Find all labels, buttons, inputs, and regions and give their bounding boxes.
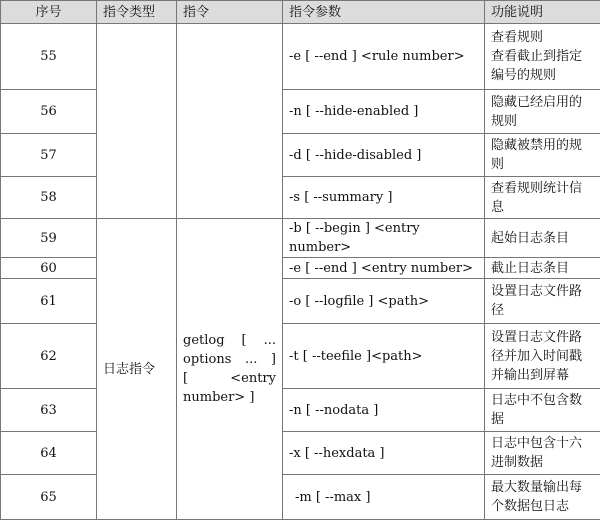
- cmd-line: options ... ]: [183, 350, 276, 369]
- desc-line: 并输出到屏幕: [491, 366, 594, 385]
- row-num: 61: [1, 279, 97, 324]
- desc-line: 日志中不包含数: [491, 391, 594, 410]
- desc-line: 息: [491, 198, 594, 217]
- header-row: [1, 1, 600, 24]
- desc-cell: [485, 177, 600, 219]
- param-cell: -t [ --teefile ]<path>: [283, 324, 485, 389]
- desc-line: 设置日志文件路: [491, 328, 594, 347]
- table-row: [1, 389, 600, 432]
- desc-line: 编号的规则: [491, 66, 594, 85]
- type-cell: 日志指令: [97, 219, 177, 520]
- param-cell: -x [ --hexdata ]: [283, 432, 485, 475]
- table-row: [1, 90, 600, 134]
- header-num: 序号: [1, 1, 97, 24]
- desc-line: 则: [491, 155, 594, 174]
- desc-line: 进制数据: [491, 453, 594, 472]
- desc-cell: [485, 258, 600, 279]
- param-cell: -m [ --max ]: [283, 475, 485, 520]
- row-num: 57: [1, 134, 97, 177]
- type-cell-empty: [97, 24, 177, 219]
- desc-cell: [485, 134, 600, 177]
- desc-cell: [485, 90, 600, 134]
- desc-line: 径: [491, 301, 594, 320]
- param-cell: -n [ --hide-enabled ]: [283, 90, 485, 134]
- desc-line: 径并加入时间戳: [491, 347, 594, 366]
- desc-cell: [485, 389, 600, 432]
- row-num: 64: [1, 432, 97, 475]
- cmd-line: getlog [ ...: [183, 331, 276, 350]
- table-row: [1, 134, 600, 177]
- param-cell: -e [ --end ] <entry number>: [283, 258, 485, 279]
- desc-line: 截止日志条目: [491, 259, 594, 278]
- desc-cell: [485, 432, 600, 475]
- param-cell: -b [ --begin ] <entry number>: [283, 219, 485, 258]
- table-row: [1, 432, 600, 475]
- desc-line: 日志中包含十六: [491, 434, 594, 453]
- param-cell: -e [ --end ] <rule number>: [283, 24, 485, 90]
- header-type: 指令类型: [97, 1, 177, 24]
- table-row: [1, 279, 600, 324]
- row-num: 60: [1, 258, 97, 279]
- row-num: 63: [1, 389, 97, 432]
- desc-line: 隐藏已经启用的: [491, 93, 594, 112]
- desc-line: 查看截止到指定: [491, 47, 594, 66]
- desc-cell: [485, 24, 600, 90]
- header-desc: 功能说明: [485, 1, 600, 24]
- desc-cell: [485, 219, 600, 258]
- desc-line: 起始日志条目: [491, 229, 594, 248]
- table-row: [1, 258, 600, 279]
- table-row: [1, 24, 600, 90]
- row-num: 55: [1, 24, 97, 90]
- row-num: 58: [1, 177, 97, 219]
- table-row: [1, 177, 600, 219]
- table-row: [1, 219, 600, 258]
- header-params: 指令参数: [283, 1, 485, 24]
- cmd-line: number> ]: [183, 388, 276, 407]
- param-cell: -o [ --logfile ] <path>: [283, 279, 485, 324]
- desc-line: 个数据包日志: [491, 497, 594, 516]
- desc-line: 规则: [491, 112, 594, 131]
- table-row: [1, 324, 600, 389]
- desc-line: 隐藏被禁用的规: [491, 136, 594, 155]
- cmd-line: [ <entry: [183, 369, 276, 388]
- desc-line: 最大数量输出每: [491, 478, 594, 497]
- row-num: 56: [1, 90, 97, 134]
- cmd-cell-empty: [177, 24, 283, 219]
- row-num: 62: [1, 324, 97, 389]
- row-num: 59: [1, 219, 97, 258]
- desc-line: 查看规则: [491, 28, 594, 47]
- desc-cell: [485, 279, 600, 324]
- param-cell: -s [ --summary ]: [283, 177, 485, 219]
- table-row: [1, 475, 600, 520]
- row-num: 65: [1, 475, 97, 520]
- desc-cell: [485, 324, 600, 389]
- desc-line: 设置日志文件路: [491, 282, 594, 301]
- desc-line: 查看规则统计信: [491, 179, 594, 198]
- desc-cell: [485, 475, 600, 520]
- cmd-cell: [177, 219, 283, 520]
- param-cell: -d [ --hide-disabled ]: [283, 134, 485, 177]
- header-cmd: 指令: [177, 1, 283, 24]
- param-cell: -n [ --nodata ]: [283, 389, 485, 432]
- desc-line: 据: [491, 410, 594, 429]
